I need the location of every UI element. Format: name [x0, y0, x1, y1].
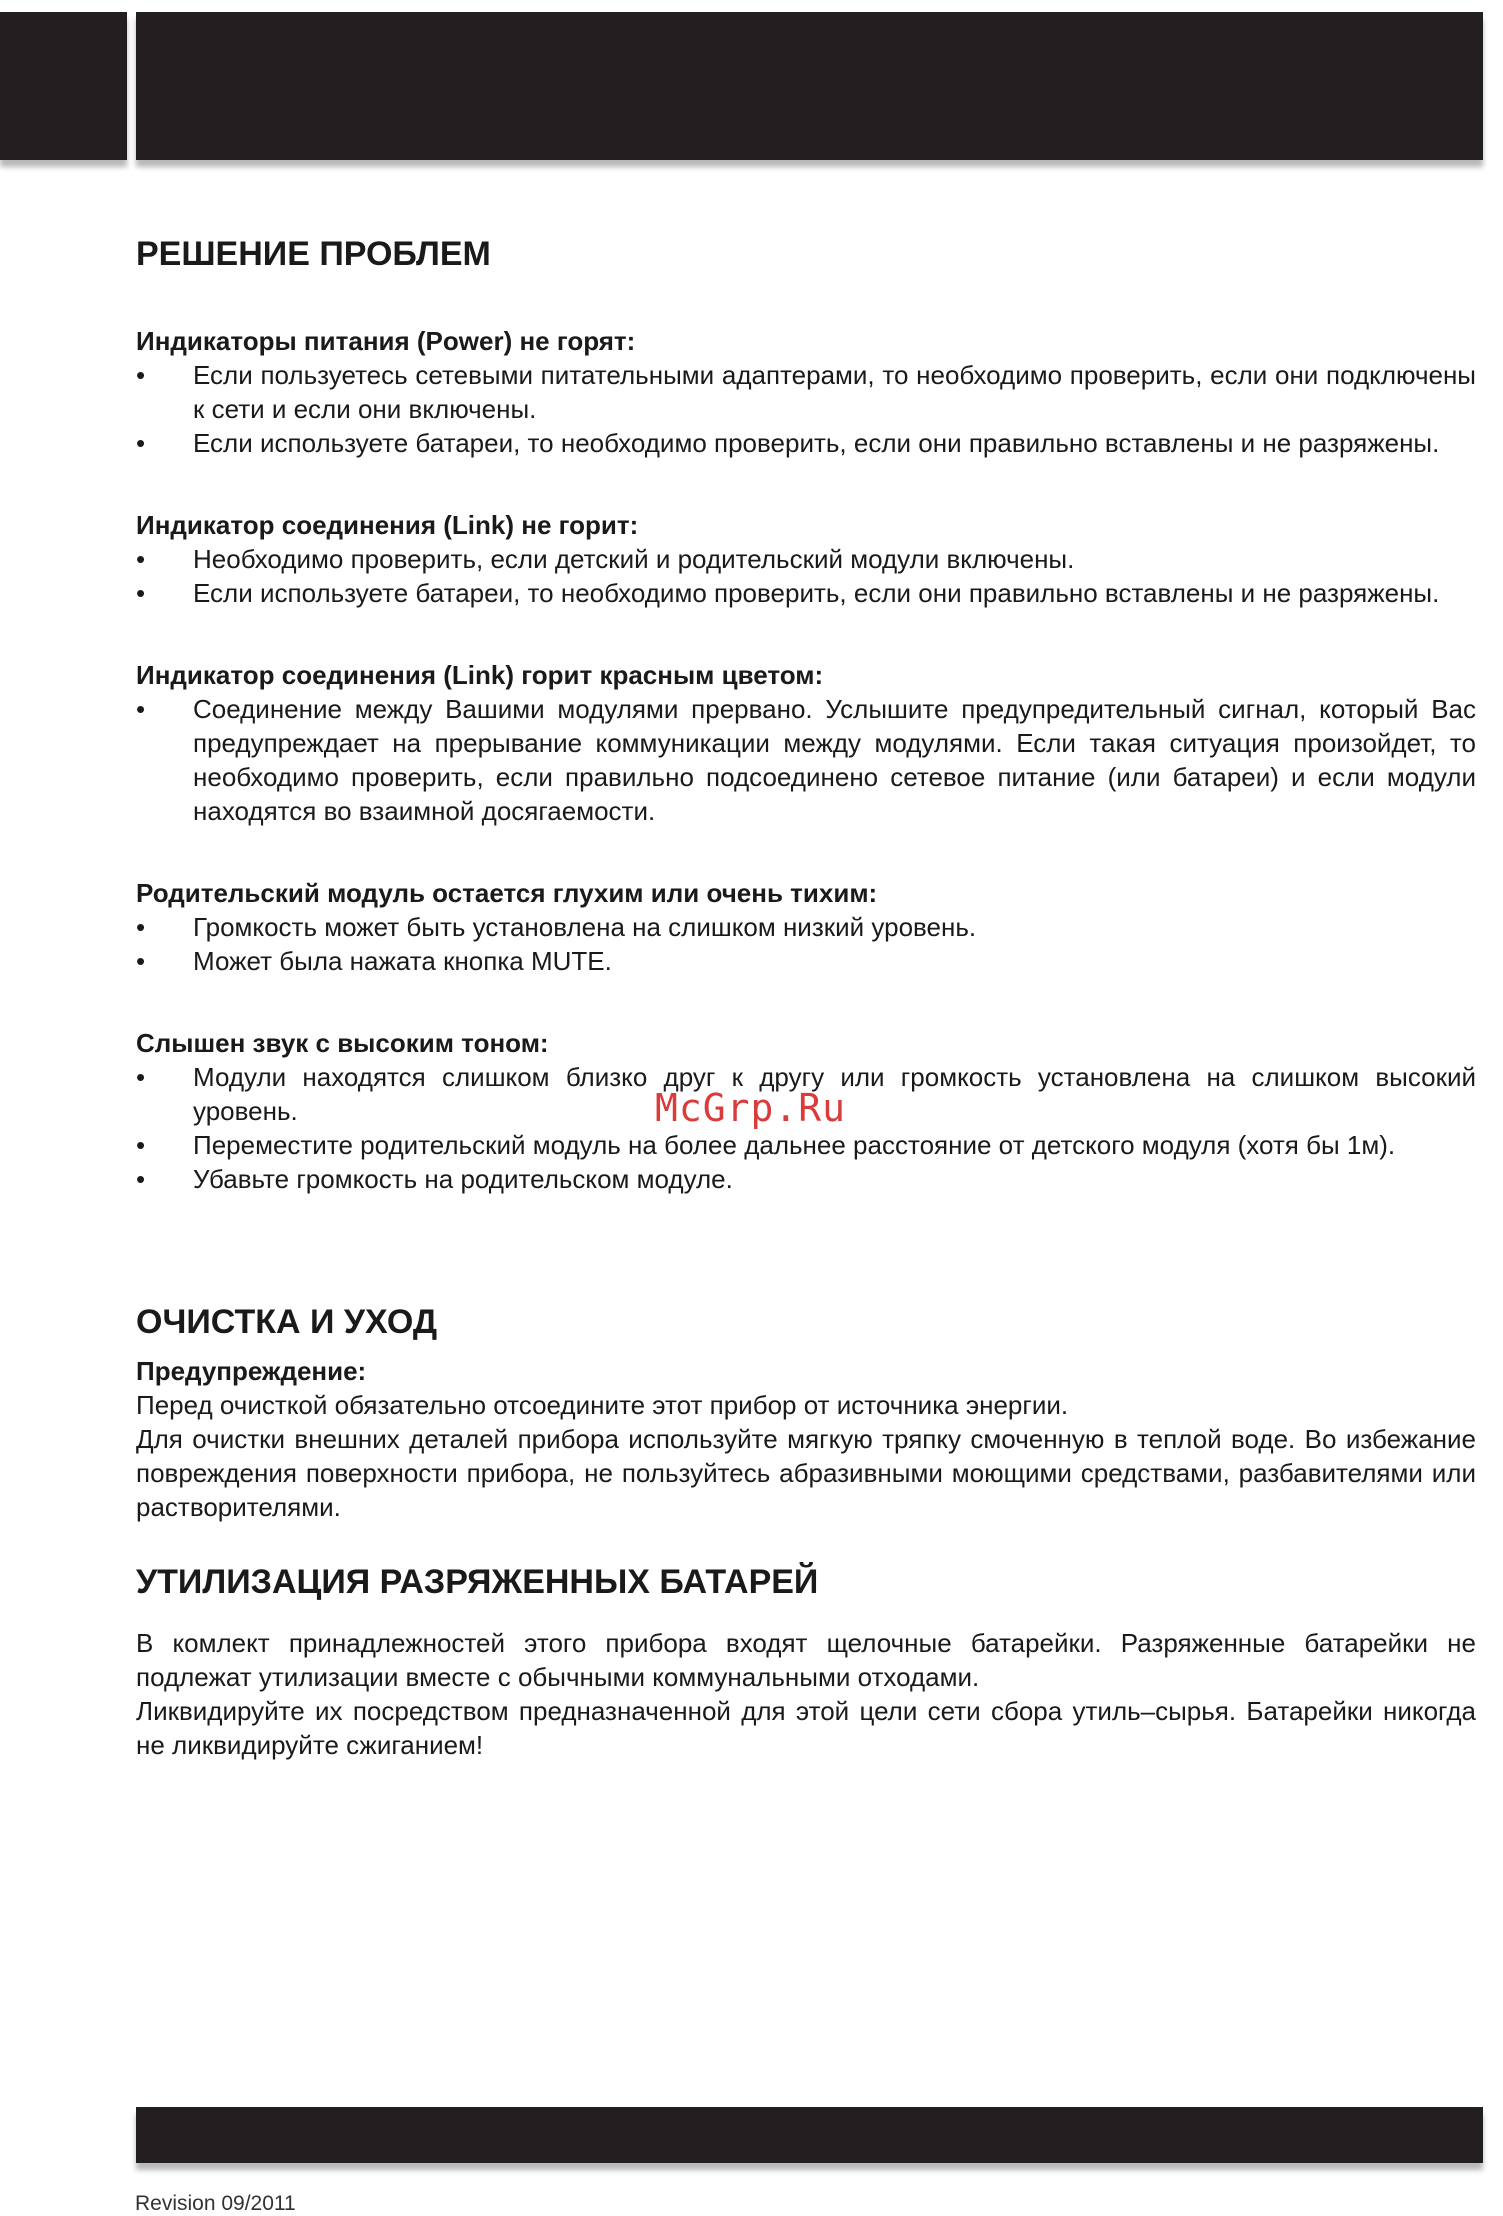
list-item [136, 1128, 1476, 1162]
bullet-icon: • [136, 1164, 146, 1194]
header-bar-left [0, 12, 127, 160]
bullet-icon: • [136, 428, 146, 458]
header-bar [136, 12, 1483, 160]
footer-bar [136, 2107, 1483, 2163]
bullet-icon: • [136, 1130, 146, 1160]
list-item-text: Громкость может быть установлена на слишком низкий уровень. [193, 912, 977, 942]
cleaning-paragraph: Перед очисткой обязательно отсоедините этот прибор от источника энергии. [136, 1390, 1069, 1420]
bullet-list [136, 542, 1476, 610]
troubleshooting-group-link-off [136, 508, 1476, 610]
bullet-icon: • [136, 946, 146, 976]
list-item-text: Если используете батареи, то необходимо проверить, если они правильно вставлены и не разряжены. [193, 578, 1440, 608]
troubleshooting-group-link-red [136, 658, 1476, 828]
group-heading: Индикатор соединения (Link) не горит: [136, 510, 639, 540]
list-item [136, 542, 1476, 576]
list-item [136, 1162, 1476, 1196]
page-content [136, 228, 1476, 1762]
group-heading: Слышен звук с высоким тоном: [136, 1028, 549, 1058]
list-item-text: Переместите родительский модуль на более дальнее расстояние от детского модуля (хотя бы 1м). [193, 1130, 1396, 1160]
group-heading: Индикатор соединения (Link) горит красным цветом: [136, 660, 824, 690]
group-heading: Индикаторы питания (Power) не горят: [136, 326, 636, 356]
troubleshooting-group-power [136, 324, 1476, 460]
list-item-text: Соединение между Вашими модулями прервано. Услышите предупредительный сигнал, который Вас предупреждает на прерывание коммуникации между модулями. Если такая ситуация произойдет, то необходимо проверить, если правильно подсоединено сетевое питание (или батареи) и если модули находятся во взаимной досягаемости. [193, 694, 1476, 826]
list-item [136, 358, 1476, 426]
list-item-text: Модули находятся слишком близко друг к другу или громкость установлена на слишком высокий уровень. [193, 1062, 1476, 1126]
list-item-text: Может была нажата кнопка MUTE. [193, 946, 612, 976]
list-item-text: Если пользуетесь сетевыми питательными адаптерами, то необходимо проверить, если они подключены к сети и если они включены. [193, 360, 1476, 424]
section-title-battery-disposal: УТИЛИЗАЦИЯ РАЗРЯЖЕННЫХ БАТАРЕЙ [136, 1563, 819, 1601]
list-item-text: Необходимо проверить, если детский и родительский модули включены. [193, 544, 1075, 574]
list-item [136, 426, 1476, 460]
bullet-icon: • [136, 578, 146, 608]
list-item [136, 910, 1476, 944]
list-item-text: Убавьте громкость на родительском модуле. [193, 1164, 733, 1194]
group-heading: Родительский модуль остается глухим или очень тихим: [136, 878, 878, 908]
watermark-text: McGrp.Ru [655, 1086, 847, 1130]
disposal-paragraph: В комлект принадлежностей этого прибора входят щелочные батарейки. Разряженные батарейки не подлежат утилизации вместе с обычными коммунальными отходами. [136, 1628, 1476, 1692]
revision-label: Revision 09/2011 [135, 2192, 296, 2215]
section-title-troubleshooting: РЕШЕНИЕ ПРОБЛЕМ [136, 235, 491, 273]
cleaning-paragraph: Для очистки внешних деталей прибора используйте мягкую тряпку смоченную в теплой воде. Во избежание повреждения поверхности прибора, не пользуйтесь абразивными моющими средствами, разбавителями или растворителями. [136, 1424, 1476, 1522]
warning-heading: Предупреждение: [136, 1356, 367, 1386]
bullet-list [136, 692, 1476, 828]
bullet-icon: • [136, 912, 146, 942]
bullet-icon: • [136, 1062, 146, 1092]
troubleshooting-group-quiet [136, 876, 1476, 978]
list-item [136, 692, 1476, 828]
list-item [136, 944, 1476, 978]
bullet-icon: • [136, 694, 146, 724]
section-title-cleaning: ОЧИСТКА И УХОД [136, 1303, 438, 1341]
disposal-paragraph: Ликвидируйте их посредством предназначенной для этой цели сети сбора утиль–сырья. Батарейки никогда не ликвидируйте сжиганием! [136, 1696, 1476, 1760]
bullet-list [136, 910, 1476, 978]
list-item [136, 576, 1476, 610]
bullet-icon: • [136, 544, 146, 574]
bullet-icon: • [136, 360, 146, 390]
list-item-text: Если используете батареи, то необходимо проверить, если они правильно вставлены и не разряжены. [193, 428, 1440, 458]
bullet-list [136, 358, 1476, 460]
